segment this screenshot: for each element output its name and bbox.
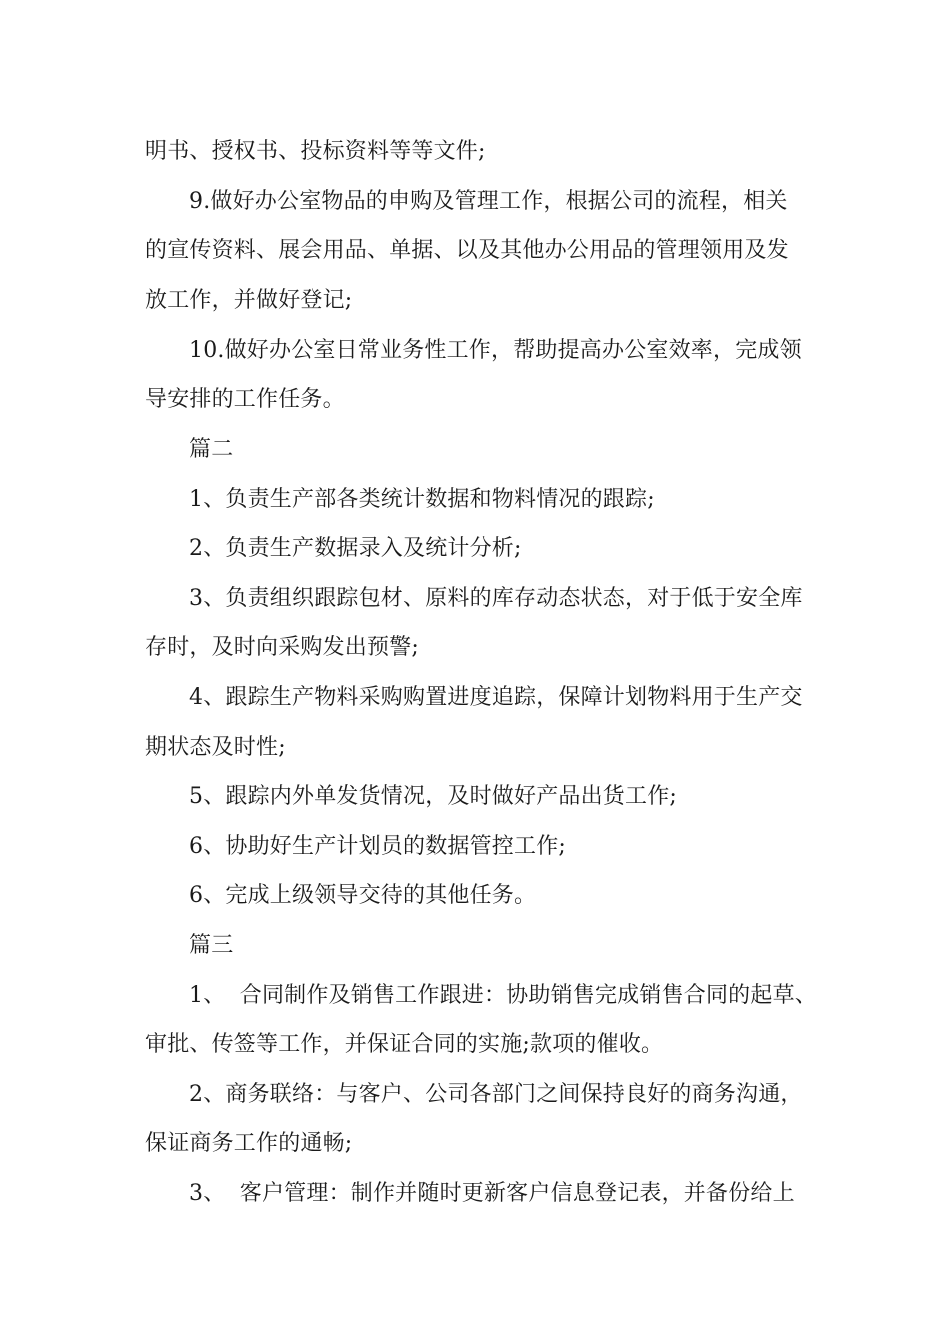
text-line: 1、负责生产部各类统计数据和物料情况的跟踪;	[189, 487, 655, 512]
text-line: 6、完成上级领导交待的其他任务。	[189, 883, 537, 908]
text-line: 导安排的工作任务。	[145, 387, 345, 412]
text-line: 6、协助好生产计划员的数据管控工作;	[189, 834, 567, 859]
text-line: 的宣传资料、展会用品、单据、以及其他办公用品的管理领用及发	[145, 238, 789, 263]
text-line: 3、 客户管理：制作并随时更新客户信息登记表，并备份给上	[189, 1181, 795, 1206]
text-line: 10.做好办公室日常业务性工作，帮助提高办公室效率，完成领	[189, 338, 802, 363]
text-line: 9.做好办公室物品的申购及管理工作，根据公司的流程，相关	[189, 189, 788, 214]
text-line: 期状态及时性;	[145, 735, 286, 760]
section-heading: 篇二	[189, 437, 234, 462]
text-line: 2、负责生产数据录入及统计分析;	[189, 536, 522, 561]
text-line: 5、跟踪内外单发货情况，及时做好产品出货工作;	[189, 784, 678, 809]
text-line: 1、 合同制作及销售工作跟进：协助销售完成销售合同的起草、	[189, 983, 817, 1008]
section-heading: 篇三	[189, 933, 234, 958]
text-line: 3、负责组织跟踪包材、原料的库存动态状态，对于低于安全库	[189, 586, 803, 611]
text-line: 明书、授权书、投标资料等等文件;	[145, 139, 486, 164]
text-line: 审批、传签等工作，并保证合同的实施;款项的催收。	[145, 1032, 664, 1057]
text-line: 保证商务工作的通畅;	[145, 1131, 353, 1156]
text-line: 放工作，并做好登记;	[145, 288, 353, 313]
text-line: 存时，及时向采购发出预警;	[145, 635, 420, 660]
text-line: 4、跟踪生产物料采购购置进度追踪，保障计划物料用于生产交	[189, 685, 803, 710]
text-line: 2、商务联络：与客户、公司各部门之间保持良好的商务沟通，	[189, 1082, 803, 1107]
